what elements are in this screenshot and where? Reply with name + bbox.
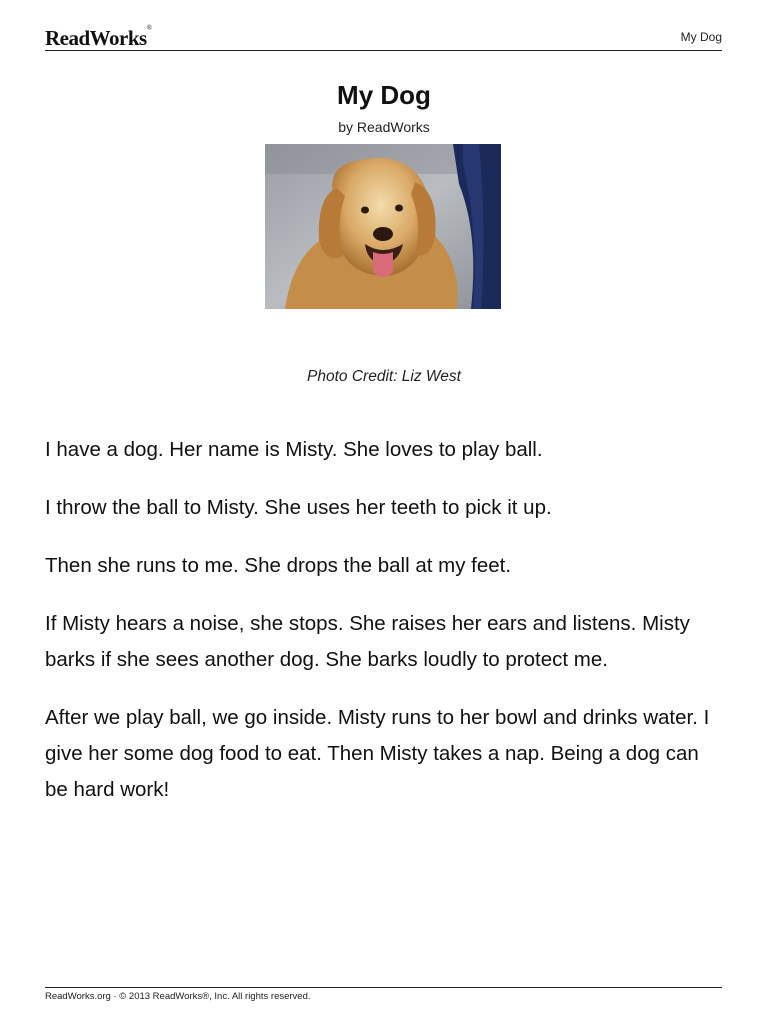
readworks-logo (45, 26, 152, 51)
copyright-text: ReadWorks.org · © 2013 ReadWorks®, Inc. All rights reserved. (45, 991, 311, 1002)
page-header (45, 22, 722, 51)
byline: by ReadWorks (338, 119, 430, 135)
dog-photo (265, 144, 501, 309)
paragraph-3: Then she runs to me. She drops the ball at my feet. (45, 554, 512, 577)
photo-credit: Photo Credit: Liz West (307, 368, 461, 385)
article-body (45, 432, 725, 830)
paragraph-1: I have a dog. Her name is Misty. She loves to play ball. (45, 438, 543, 461)
logo-text: ReadWorks (45, 26, 147, 50)
running-title: My Dog (680, 30, 722, 44)
paragraph-4: If Misty hears a noise, she stops. She raises her ears and listens. Misty barks if she sees another dog. She barks loudly to protect me. (45, 612, 690, 671)
page-footer (45, 987, 722, 1002)
page-title: My Dog (337, 80, 431, 110)
paragraph-5: After we play ball, we go inside. Misty runs to her bowl and drinks water. I give her some dog food to eat. Then Misty takes a nap. Being a dog can be hard work! (45, 706, 710, 801)
registered-mark: ® (146, 24, 152, 32)
paragraph-2: I throw the ball to Misty. She uses her teeth to pick it up. (45, 496, 552, 519)
